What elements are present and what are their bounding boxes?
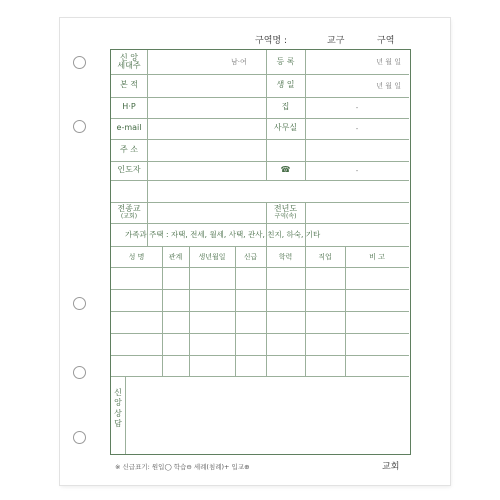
column-header-name: 성 명 xyxy=(128,252,145,261)
address-label: 주 소 xyxy=(120,144,138,154)
guide-phone-dash[interactable]: - xyxy=(355,166,359,175)
mobile-label: H·P xyxy=(122,102,136,112)
parish-label: 교구 xyxy=(327,36,345,46)
phone-icon: ☎ xyxy=(280,165,291,175)
district-name-label: 구역명 : xyxy=(255,36,287,46)
consultation-area[interactable] xyxy=(126,377,408,453)
head-of-household-label: 신 앙 세대주 xyxy=(117,52,141,70)
previous-church-cell xyxy=(111,202,147,223)
faith-level-legend: ※ 신급표기: 원입◯ 학습⊖ 세례(침례)+ 입교⊕ xyxy=(115,463,250,471)
registration-date[interactable]: 년 월 일 xyxy=(376,58,401,66)
column-header-relation: 관계 xyxy=(168,252,183,261)
binder-hole xyxy=(73,366,86,379)
household-label: 가족과 주택 : xyxy=(125,230,169,239)
previous-church-sub: (교회) xyxy=(120,212,138,220)
household-row xyxy=(125,223,409,246)
guide-label: 인도자 xyxy=(117,165,141,175)
gender-options[interactable]: 남·여 xyxy=(231,58,247,66)
column-header-faith-level: 신급 xyxy=(243,252,258,261)
church-label: 교회 xyxy=(382,462,400,472)
birthday-date[interactable]: 년 월 일 xyxy=(376,81,401,90)
column-header-education: 학력 xyxy=(278,252,293,261)
registration-form xyxy=(110,49,411,455)
column-header-birthdate: 생년월일 xyxy=(198,252,226,261)
office-label: 사무실 xyxy=(273,123,298,133)
home-phone-dash[interactable]: - xyxy=(355,103,359,112)
household-options[interactable]: 자택, 전세, 월세, 사택, 관사, 친지, 하숙, 기타 xyxy=(170,230,321,239)
district-suffix-label: 구역 xyxy=(377,36,395,46)
previous-year-label: 전년도 xyxy=(273,204,298,214)
binder-hole xyxy=(73,56,86,69)
column-header-occupation: 직업 xyxy=(318,252,332,261)
registration-label: 등 록 xyxy=(276,56,295,66)
previous-church-label: 전종교 xyxy=(117,204,141,214)
previous-year-cell xyxy=(266,202,305,223)
binder-hole xyxy=(73,297,86,310)
binder-hole xyxy=(73,431,86,444)
hometown-label: 본 적 xyxy=(120,80,138,90)
previous-year-sub: 구역(속) xyxy=(274,212,297,220)
email-label: e-mail xyxy=(116,123,142,133)
binder-hole xyxy=(73,120,86,133)
office-phone-dash[interactable]: - xyxy=(355,124,359,133)
home-phone-label: 집 xyxy=(281,102,290,112)
consultation-label: 신 앙 상 담 xyxy=(114,388,122,429)
column-header-remarks: 비 고 xyxy=(369,252,385,261)
form-header xyxy=(255,33,415,47)
birthday-label: 생 일 xyxy=(276,80,295,90)
